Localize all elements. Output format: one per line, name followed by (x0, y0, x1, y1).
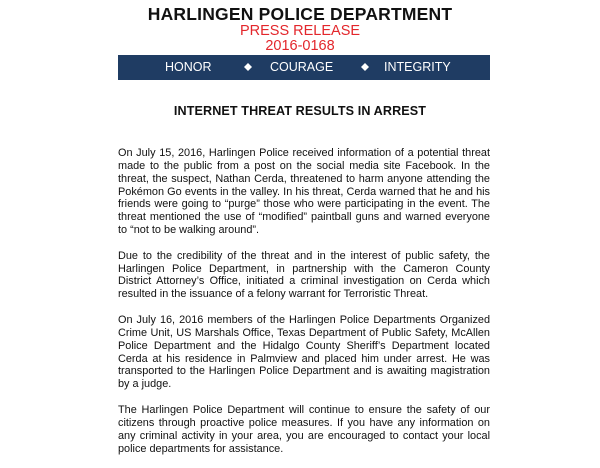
value-honor: HONOR (165, 60, 212, 74)
body-paragraph: On July 16, 2016 members of the Harlingen Police Departments Organized Crime Unit, US Marshals Office, Texas Department of Public Safety, McAllen Police Department and the Hidalgo County Sheriff’s Department located Cerda at his residence in Palmview and placed him under arrest. He was transported to the Harlingen Police Department and is awaiting magistration by a judge. (118, 314, 490, 391)
value-courage: COURAGE (270, 60, 334, 74)
body-paragraph: Due to the credibility of the threat and in the interest of public safety, the Harlingen Police Department, in partnership with the Cameron County District Attorney’s Office, initiated a criminal investigation on Cerda which resulted in the issuance of a felony warrant for Terroristic Threat. (118, 249, 490, 301)
release-body (118, 147, 490, 468)
body-paragraph: On July 15, 2016, Harlingen Police received information of a potential threat made to the public from a post on the social media site Facebook. In the threat, the suspect, Nathan Cerda, threatened to harm anyone attending the Pokémon Go events in the valley. In his threat, Cerda warned that he and his friends were going to “purge” those who were participating in the event. The threat mentioned the use of “modified” paintball guns and warned everyone to “not to be walking around”. (118, 147, 490, 237)
organization-name: HARLINGEN POLICE DEPARTMENT (147, 4, 453, 24)
release-type: PRESS RELEASE (239, 23, 361, 39)
diamond-separator-icon (361, 63, 369, 71)
values-banner (118, 55, 490, 80)
release-title: INTERNET THREAT RESULTS IN ARREST (173, 104, 427, 118)
value-integrity: INTEGRITY (384, 60, 451, 74)
release-number: 2016-0168 (265, 38, 335, 54)
diamond-separator-icon (244, 63, 252, 71)
body-paragraph: The Harlingen Police Department will continue to ensure the safety of our citizens through proactive police measures. If you have any information on any criminal activity in your area, you are encouraged to contact your local police departments for assistance. (118, 404, 490, 455)
